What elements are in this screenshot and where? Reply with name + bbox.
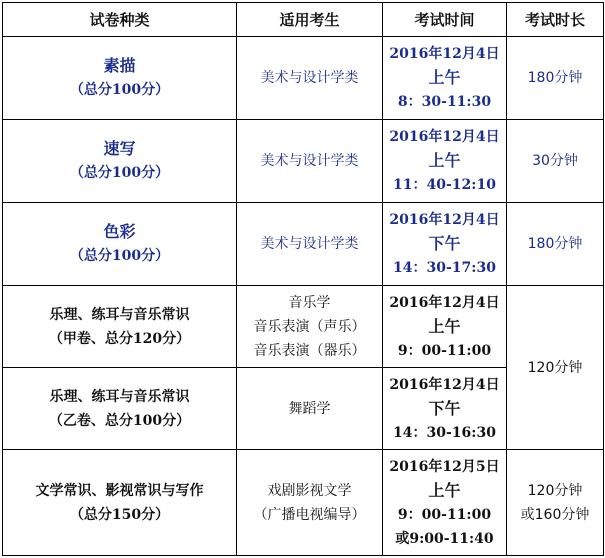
candidates-cell [237, 203, 383, 286]
subject-cell [3, 450, 237, 556]
exam-date: 2016年12月4日 [389, 294, 500, 311]
subject-name: 素描 [103, 56, 136, 75]
header-row [3, 3, 604, 37]
time-cell [383, 120, 507, 203]
candidate-item: 音乐表演（器乐） [253, 342, 366, 359]
exam-hours: 9：00-11:00 [397, 506, 492, 523]
duration-value: 120分钟 [527, 359, 583, 376]
subject-cell [3, 203, 237, 286]
exam-period: 上午 [428, 68, 461, 87]
candidate-item: 戏剧影视文学 [267, 482, 352, 499]
time-cell [383, 37, 507, 120]
duration-cell [507, 120, 604, 203]
table-row [3, 286, 604, 368]
header-candidates: 适用考生 [237, 3, 383, 37]
duration-value: 120分钟 [527, 482, 583, 499]
exam-period: 下午 [428, 398, 461, 418]
subject-cell [3, 120, 237, 203]
duration-value: 30分钟 [532, 153, 578, 169]
exam-hours: 14：30-16:30 [393, 424, 496, 441]
exam-hours: 8：30-11:30 [397, 94, 492, 110]
exam-hours: 9：00-11:00 [397, 342, 492, 359]
exam-period: 下午 [428, 234, 461, 253]
candidate-item: 美术与设计学类 [260, 153, 359, 169]
subject-cell [3, 37, 237, 120]
subject-score: （总分100分） [69, 248, 170, 264]
subject-cell [3, 286, 237, 368]
subject-score: （总分100分） [69, 82, 170, 98]
exam-period: 上午 [428, 480, 461, 500]
candidate-item: 美术与设计学类 [260, 70, 359, 86]
exam-period: 上午 [428, 316, 461, 336]
exam-period: 上午 [428, 151, 461, 170]
duration-value: 180分钟 [527, 70, 583, 86]
duration-cell [507, 37, 604, 120]
subject-score: （总分100分） [69, 165, 170, 181]
duration-cell [507, 203, 604, 286]
duration-value-alt: 或160分钟 [520, 506, 590, 523]
duration-cell [507, 286, 604, 450]
table-row [3, 120, 604, 203]
candidate-item: 音乐表演（声乐） [253, 318, 366, 335]
subject-cell [3, 368, 237, 450]
header-duration: 考试时长 [507, 3, 604, 37]
exam-date: 2016年12月4日 [389, 46, 500, 62]
time-cell [383, 203, 507, 286]
table-row [3, 450, 604, 556]
time-cell [383, 286, 507, 368]
candidates-cell [237, 368, 383, 450]
subject-name: 速写 [103, 139, 136, 158]
subject-score: （总分150分） [69, 506, 170, 523]
subject-score: （甲卷、总分120分） [48, 330, 191, 347]
subject-name: 乐理、练耳与音乐常识 [49, 306, 190, 323]
subject-name: 文学常识、影视常识与写作 [35, 482, 204, 499]
exam-date: 2016年12月4日 [389, 376, 500, 393]
candidate-item: （广播电视编导） [253, 506, 366, 523]
exam-date: 2016年12月4日 [389, 129, 500, 145]
time-cell [383, 368, 507, 450]
exam-schedule-table [2, 2, 604, 556]
candidates-cell [237, 450, 383, 556]
header-time: 考试时间 [383, 3, 507, 37]
exam-hours: 14：30-17:30 [393, 260, 496, 276]
subject-score: （乙卷、总分100分） [48, 412, 191, 429]
time-cell [383, 450, 507, 556]
candidate-item: 音乐学 [288, 294, 331, 311]
subject-name: 乐理、练耳与音乐常识 [49, 388, 190, 405]
duration-cell [507, 450, 604, 556]
candidates-cell [237, 286, 383, 368]
exam-hours-alt: 或9:00-11:40 [395, 530, 494, 547]
table-row [3, 203, 604, 286]
table-row [3, 37, 604, 120]
duration-value: 180分钟 [527, 236, 583, 252]
header-subject: 试卷种类 [3, 3, 237, 37]
exam-date: 2016年12月4日 [389, 212, 500, 228]
candidate-item: 美术与设计学类 [260, 236, 359, 252]
candidate-item: 舞蹈学 [288, 400, 331, 417]
subject-name: 色彩 [103, 222, 136, 241]
exam-date: 2016年12月5日 [389, 458, 500, 475]
candidates-cell [237, 37, 383, 120]
candidates-cell [237, 120, 383, 203]
exam-hours: 11：40-12:10 [393, 177, 496, 193]
